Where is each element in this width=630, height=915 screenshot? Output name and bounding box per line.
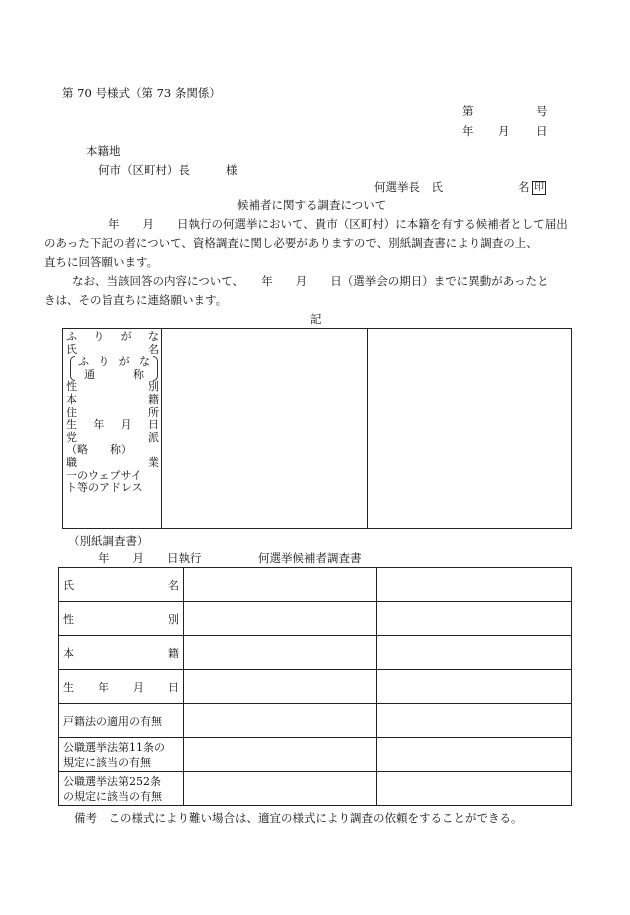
attachment-title: 何選挙候補者調査書 [258,551,362,565]
row-label-honseki: 本 籍 [63,646,179,660]
label-occupation: 職 業 [66,455,159,469]
label-website-1: 一のウェブサイ [66,468,142,482]
value-cell-2 [368,329,572,529]
date-year: 年 [462,124,474,138]
form-number: 第 70 号様式（第 73 条関係） [62,86,221,100]
candidate-info-table [62,328,572,529]
label-birthdate: 生 年 月 日 [66,418,159,432]
row-label-koseki: 戸籍法の適用の有無 [59,704,184,738]
table-row [59,738,572,772]
sender-title: 何選挙長 氏 [374,180,443,194]
label-name: 氏 名 [66,342,159,356]
addressee-sama: 様 [226,163,238,177]
body-line: 年 月 日執行の何選挙において、貴市（区町村）に本籍を有する候補者として届出 [108,217,568,231]
row-label-birthdate: 生 年 月 日 [63,680,179,694]
label-alias-bracket: ふ り が な 通 称 [78,356,150,381]
sender-name-label: 名 [518,180,530,194]
date-day: 日 [536,124,548,138]
body-paragraph-2 [44,272,574,310]
attachment-date: 年 月 日執行 [98,551,202,565]
body-line: 直ちに回答願います。 [44,255,159,269]
label-sex: 性 別 [66,380,159,394]
row-label-name: 氏 名 [63,578,179,592]
label-website-2: ト等のアドレス [66,481,143,495]
doc-number-suffix: 号 [536,104,548,118]
date-month: 月 [498,124,510,138]
table-row [59,568,572,602]
body-line: なお、当該回答の内容について、 年 月 日（選挙会の期日）までに異動があったと [72,274,549,288]
seal-mark: 印 [534,182,544,193]
row-label-sex: 性 別 [63,612,179,626]
remarks-note: 備考 この様式により難い場合は、適宜の様式により調査の依頼をすることができる。 [74,811,523,825]
table-row [59,772,572,806]
table-row [59,670,572,704]
row-label-article252: 公職選挙法第252条 の規定に該当の有無 [59,772,184,806]
doc-number-prefix: 第 [462,104,474,118]
field-labels-cell [63,329,162,529]
label-party-abbrev: （略 称） [66,443,132,457]
body-line: きは、その旨直ちに連絡願います。 [44,293,228,307]
table-row [59,602,572,636]
body-paragraph-1 [44,215,574,272]
addressee-honseki: 本籍地 [86,144,121,158]
label-party: 党 派 [66,430,159,444]
survey-table [58,567,572,806]
row-label-article11: 公職選挙法第11条の 規定に該当の有無 [59,738,184,772]
addressee-mayor: 何市（区町村）長 [98,163,190,177]
ki-heading: 記 [310,312,322,326]
value-cell [162,329,368,529]
table-row [59,636,572,670]
label-furigana: ふ り が な [66,330,159,343]
subject-title: 候補者に関する調査について [237,198,387,212]
label-address: 住 所 [66,405,159,419]
label-honseki: 本 籍 [66,392,159,406]
table-row [59,704,572,738]
body-line: のあった下記の者について、資格調査に関し必要がありますので、別紙調査書により調査の上、 [44,236,538,250]
attachment-label: （別紙調査書） [68,534,149,548]
